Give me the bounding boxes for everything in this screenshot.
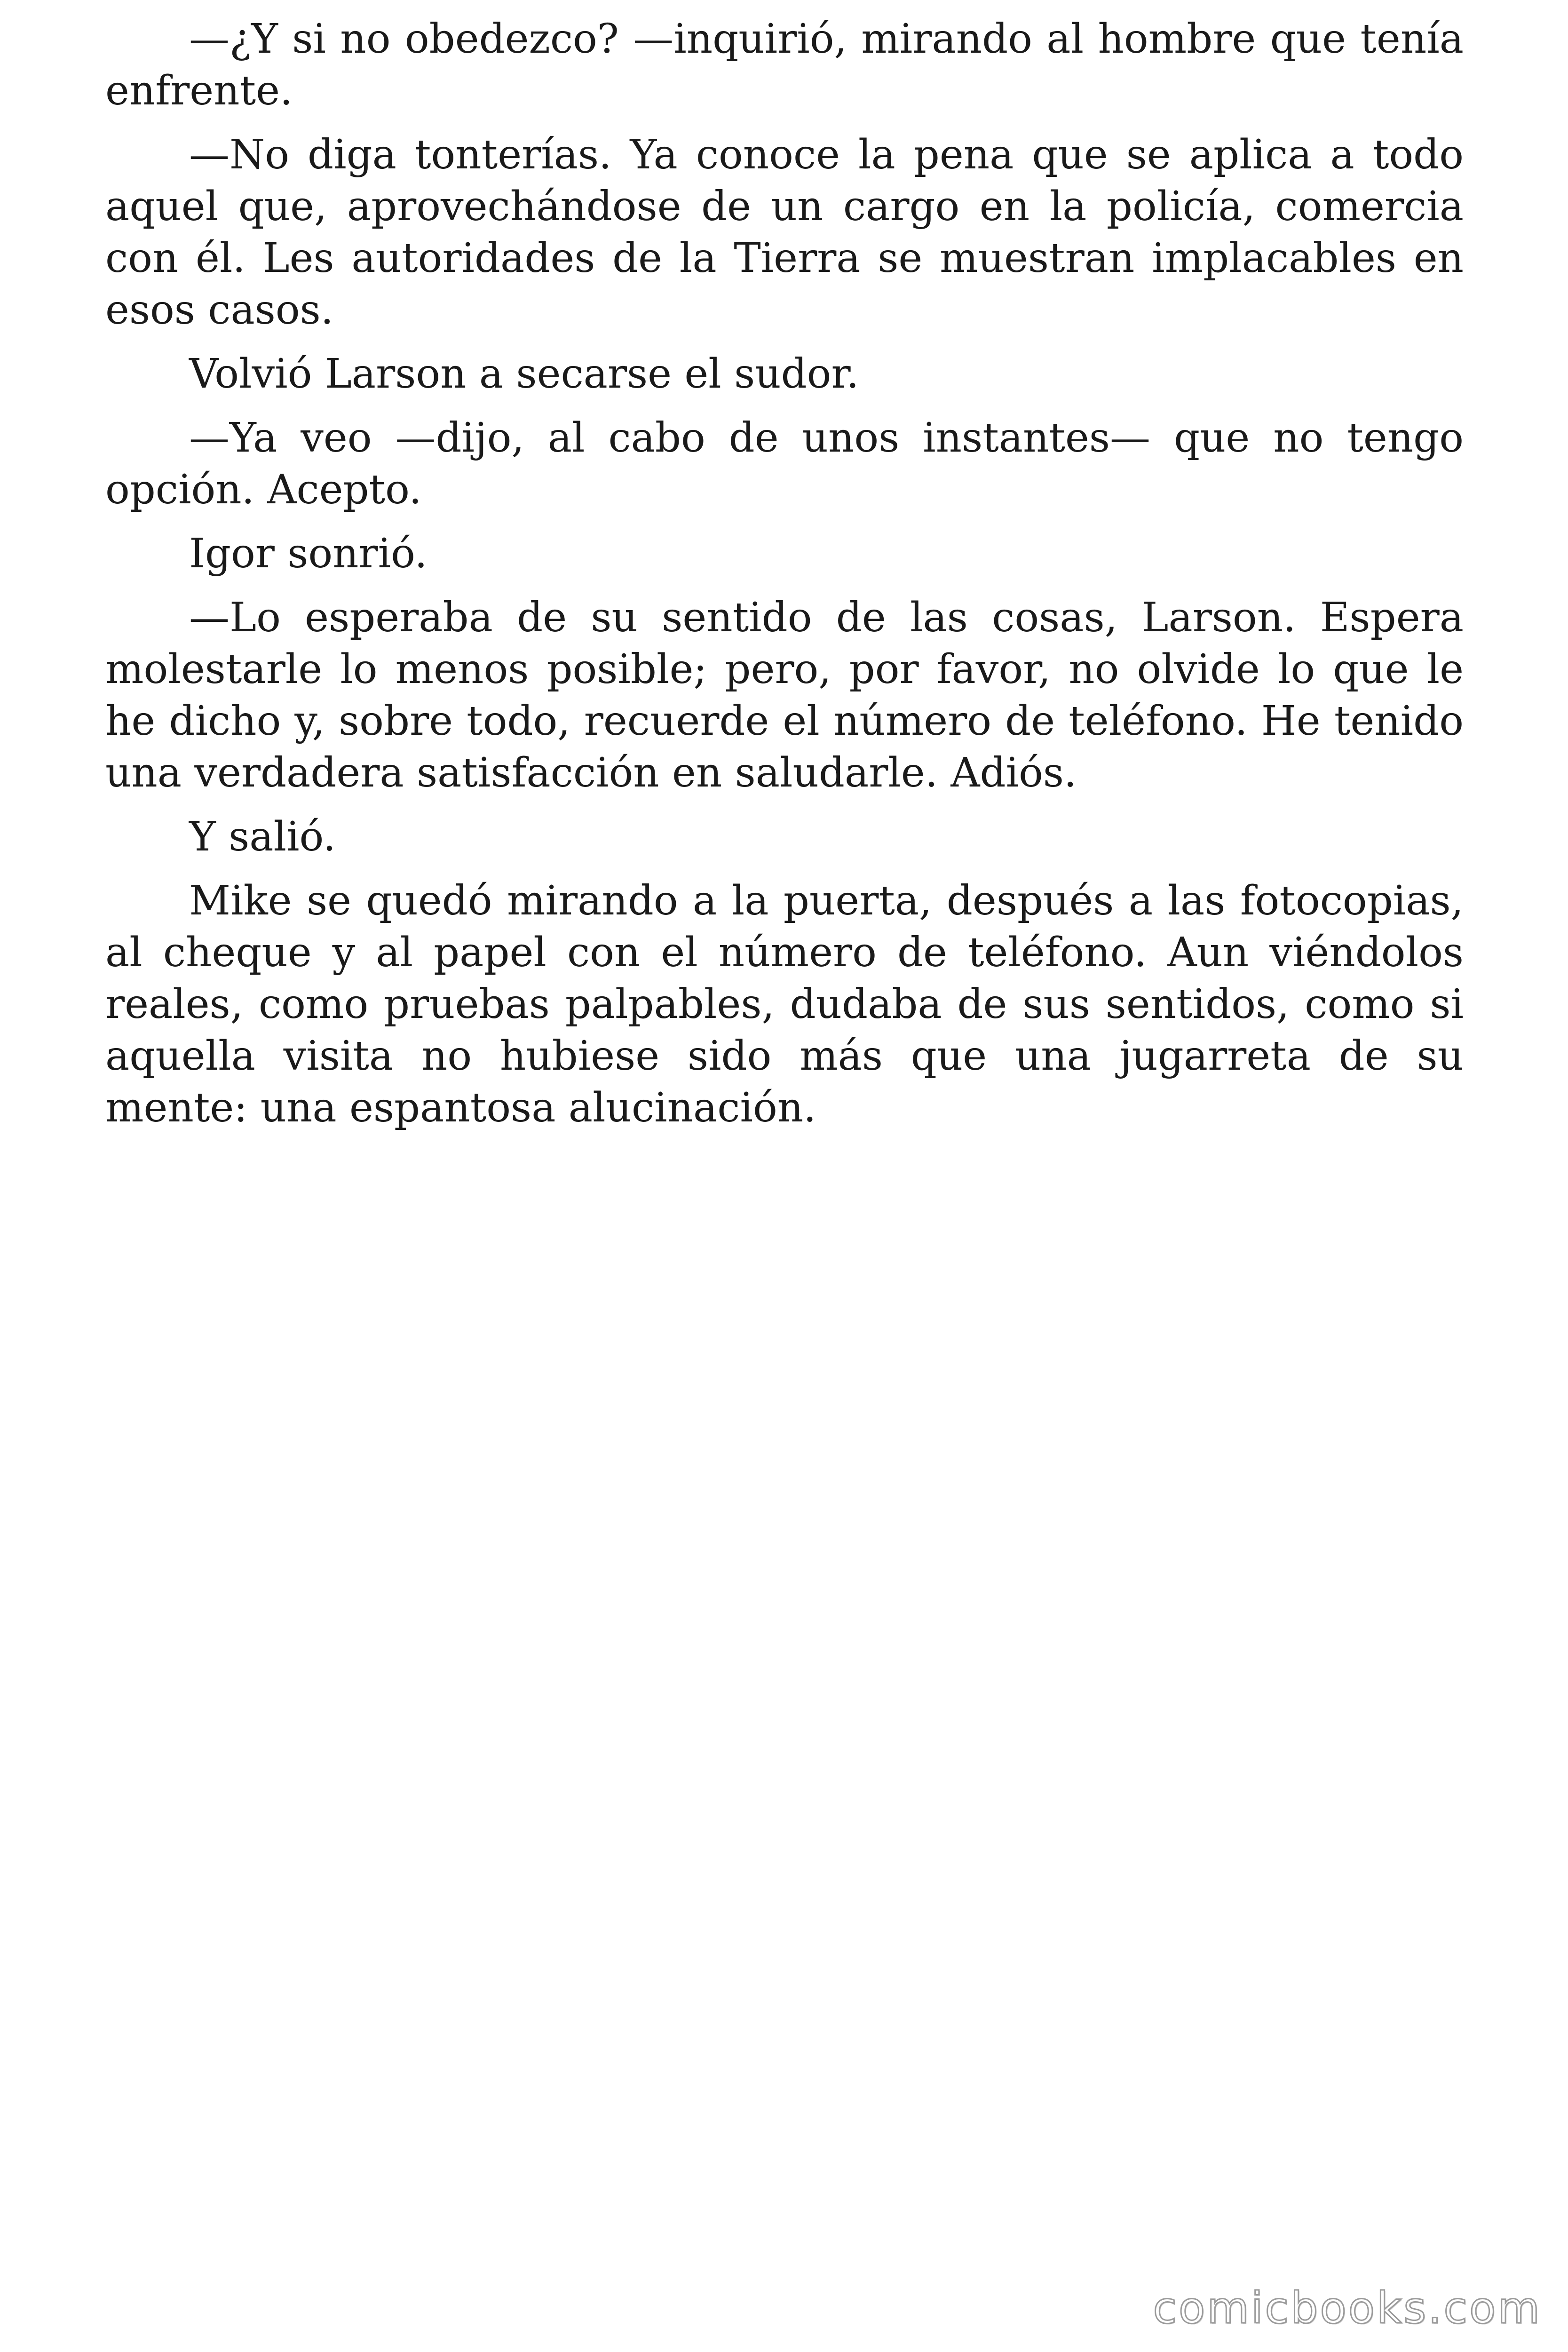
watermark: comicbooks.com [1153, 2283, 1542, 2333]
paragraph-2: —No diga tonterías. Ya conoce la pena que se aplica a todo aquel que, aprovechándose de un cargo en la policía, comercia con él. Les autoridades de la Tierra se muestran implacables en esos casos. [105, 131, 1464, 334]
paragraph-4: —Ya veo —dijo, al cabo de unos instantes— que no tengo opción. Acepto. [105, 414, 1464, 513]
paragraph-7: Y salió. [189, 813, 336, 860]
paragraph-6: —Lo esperaba de su sentido de las cosas, Larson. Espera molestarle lo menos posible; pero, por favor, no olvide lo que le he dicho y, sobre todo, recuerde el número de teléfono. He tenido una verdadera satisfacción en saludarle. Adiós. [105, 594, 1464, 796]
paragraph-5: Igor sonrió. [189, 530, 428, 577]
paragraph-8: Mike se quedó mirando a la puerta, después a las fotocopias, al cheque y al papel con el número de teléfono. Aun viéndolos reales, como pruebas palpables, dudaba de sus sentidos, como si aquella visita no hubiese sido más que una jugarreta de su mente: una espantosa alucinación. [105, 877, 1464, 1131]
body-text [105, 13, 1464, 1146]
paragraph-3: Volvió Larson a secarse el sudor. [189, 350, 859, 397]
paragraph-1: —¿Y si no obedezco? —inquirió, mirando al hombre que tenía enfrente. [105, 16, 1464, 114]
